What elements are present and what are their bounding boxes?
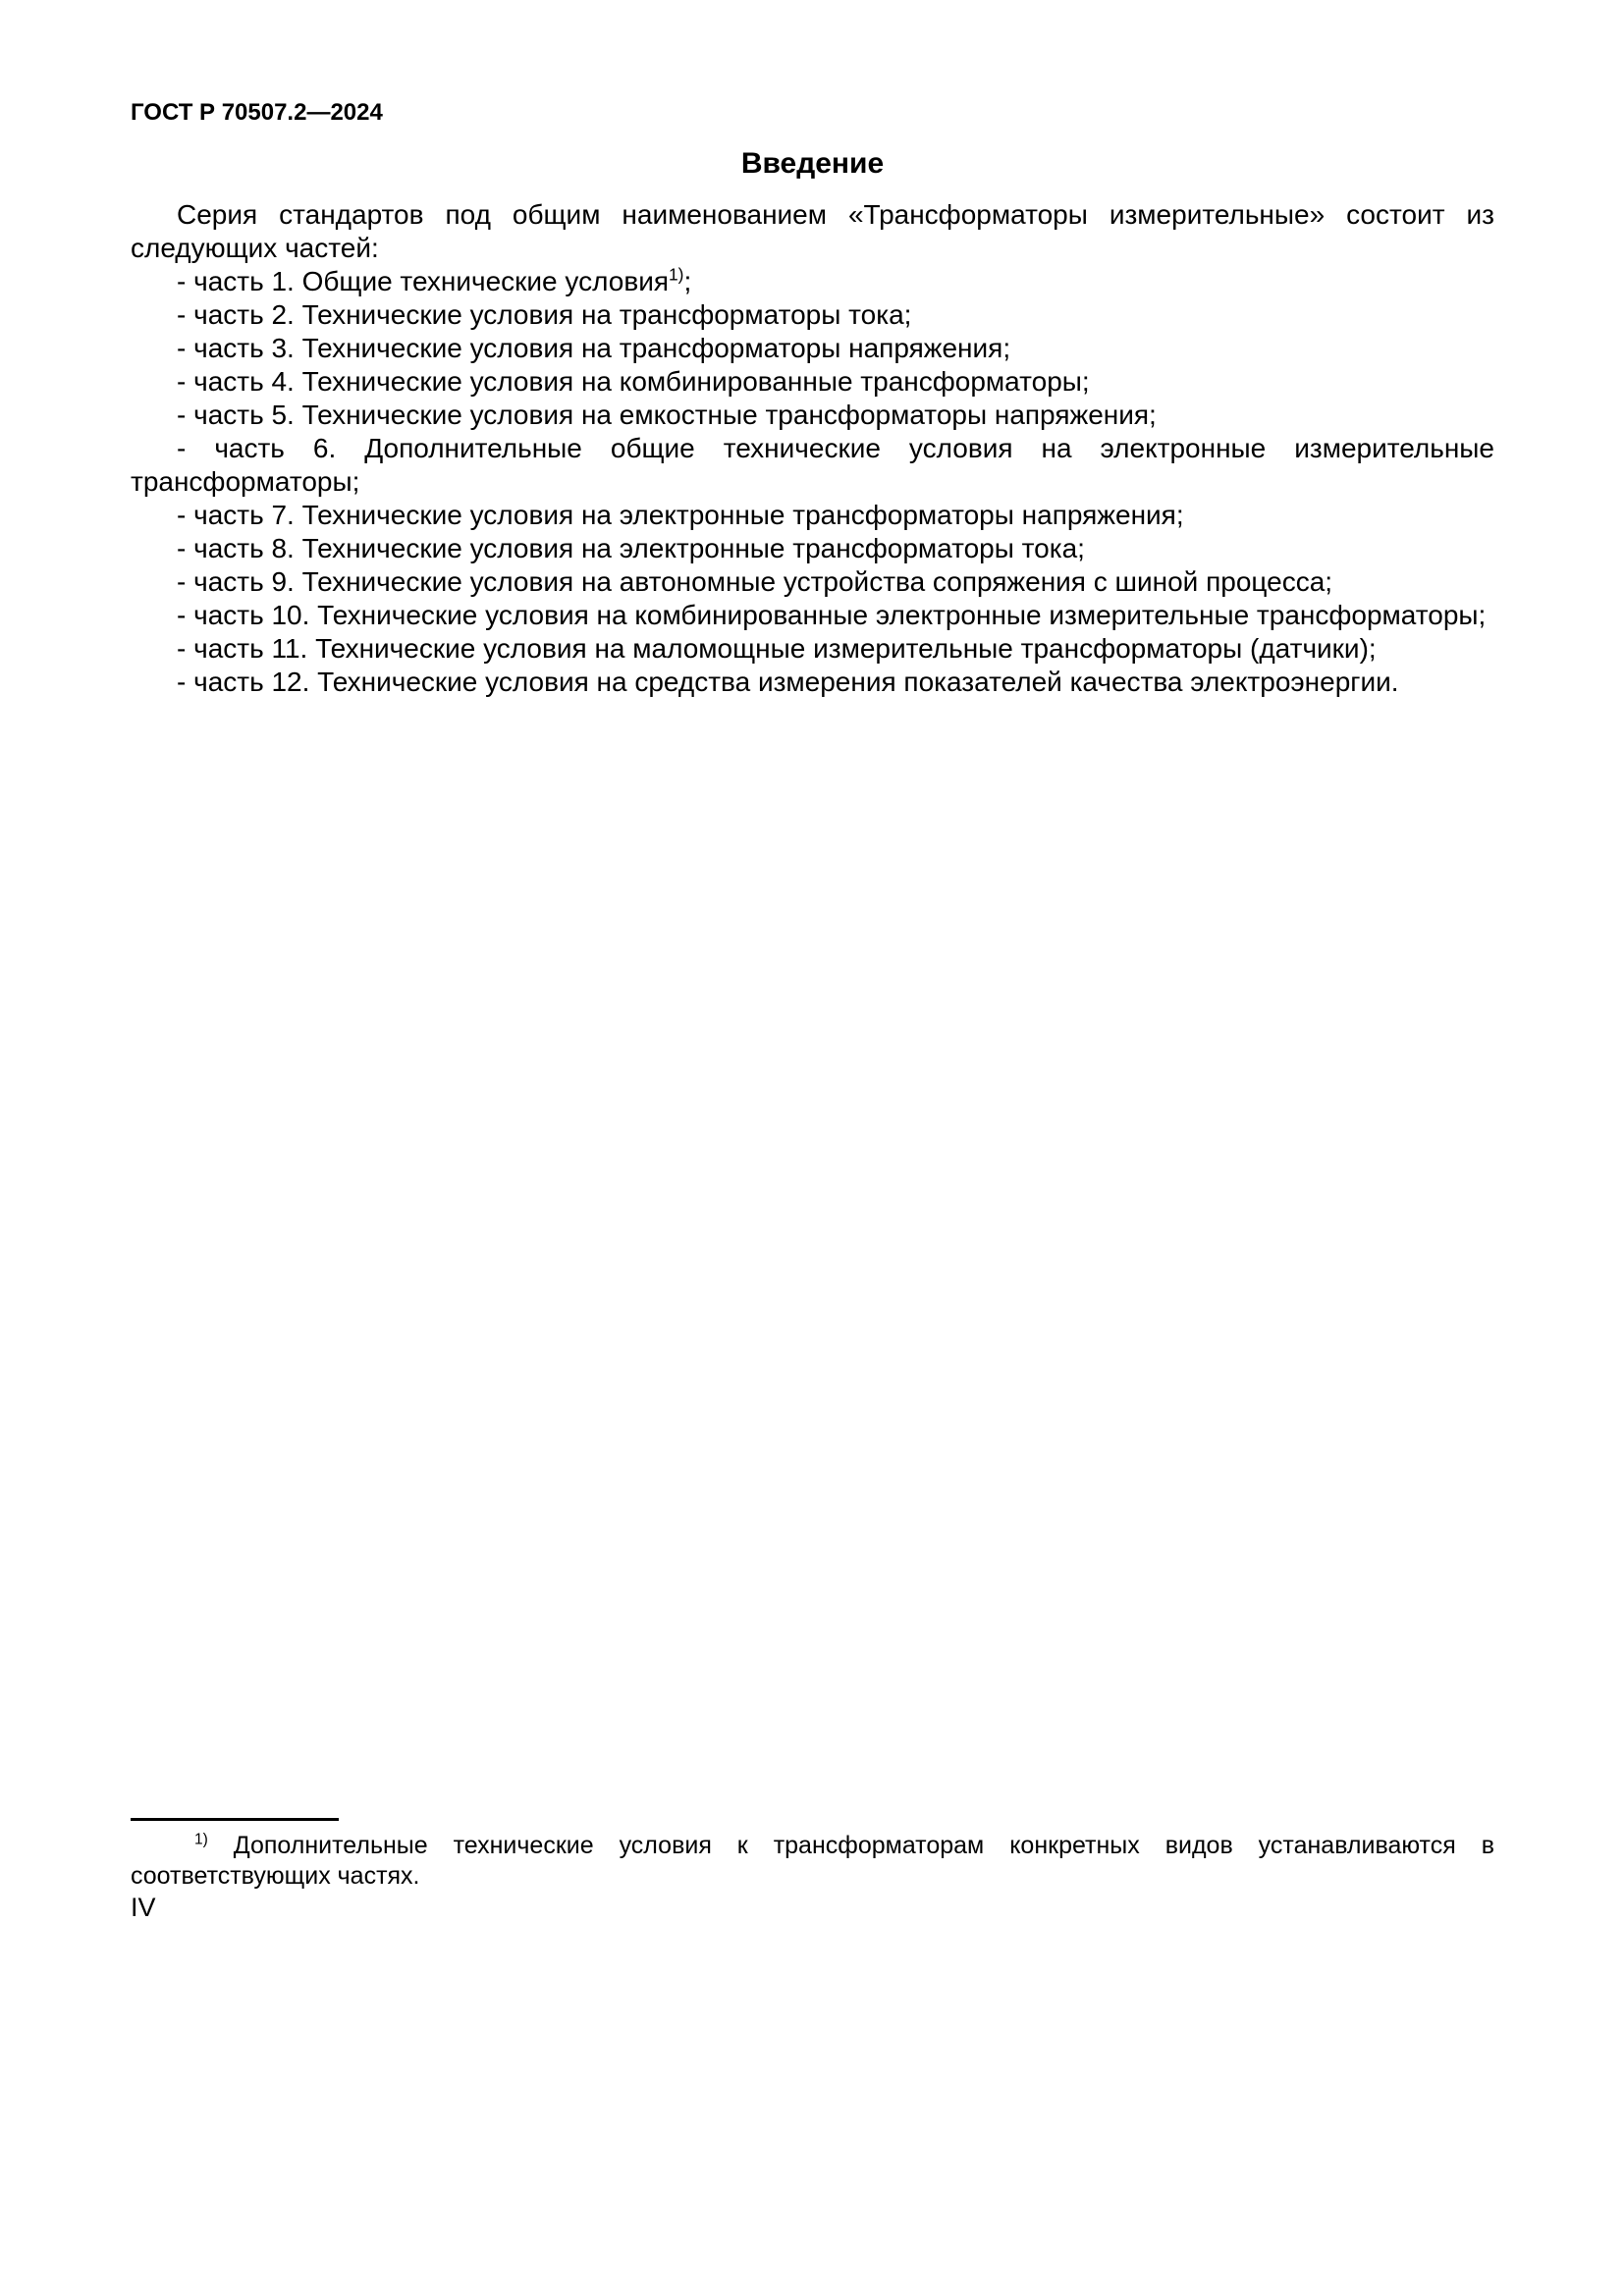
footnote <box>131 1831 1494 1892</box>
list-item: - часть 8. Технические условия на электронные трансформаторы тока; <box>177 533 1085 563</box>
list-item: - часть 10. Технические условия на комбинированные электронные измерительные трансформаторы; <box>177 600 1487 630</box>
doc-number: ГОСТ Р 70507.2—2024 <box>131 99 383 126</box>
footnote-block <box>131 1818 1494 1892</box>
list-item: - часть 7. Технические условия на электронные трансформаторы напряжения; <box>177 500 1184 530</box>
list-item: - часть 4. Технические условия на комбинированные трансформаторы; <box>177 366 1090 397</box>
list-item: - часть 12. Технические условия на средства измерения показателей качества электроэнергии. <box>177 667 1399 697</box>
list-item: - часть 6. Дополнительные общие технические условия на электронные измерительные трансформаторы; <box>131 433 1494 497</box>
footnote-reference: 1) <box>669 264 684 285</box>
footnote-rule <box>131 1818 339 1821</box>
list-item: - часть 9. Технические условия на автономные устройства сопряжения с шиной процесса; <box>177 566 1333 597</box>
list-item: - часть 11. Технические условия на маломощные измерительные трансформаторы (датчики); <box>177 633 1377 664</box>
list-item: - часть 2. Технические условия на трансформаторы тока; <box>177 299 912 330</box>
page-number: IV <box>131 1893 156 1922</box>
list-item: - часть 5. Технические условия на емкостные трансформаторы напряжения; <box>177 400 1157 430</box>
intro-paragraph: Серия стандартов под общим наименованием «Трансформаторы измерительные» состоит из следующих частей: <box>131 199 1494 263</box>
footnote-marker: 1) <box>194 1831 208 1848</box>
parts-list <box>131 265 1494 699</box>
list-item: - часть 3. Технические условия на трансформаторы напряжения; <box>177 333 1011 363</box>
list-item: - часть 1. Общие технические условия$^{1)}$; <box>177 264 692 296</box>
page-title: Введение <box>740 147 885 180</box>
footnote-text: Дополнительные технические условия к трансформаторам конкретных видов устанавливаются в соответствующих частях. <box>131 1832 1494 1890</box>
body-block <box>131 198 1494 699</box>
